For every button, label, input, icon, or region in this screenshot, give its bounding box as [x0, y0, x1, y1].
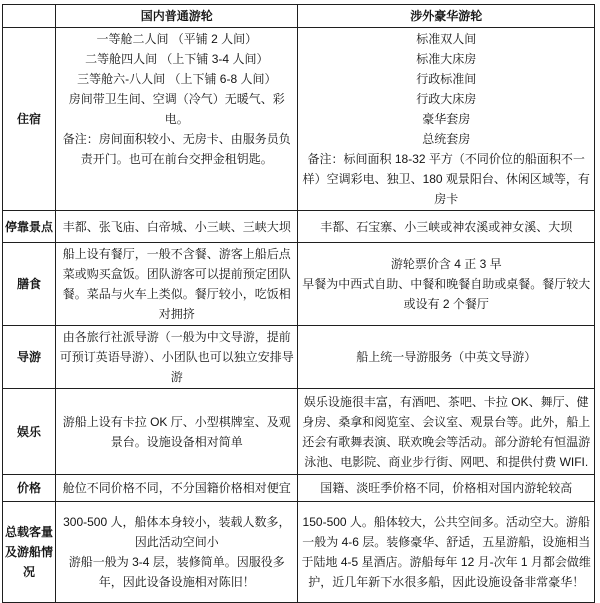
- domestic-cell-capacity: [56, 502, 298, 603]
- luxury-paragraph: 总统套房: [422, 132, 471, 146]
- table-row-guide: [3, 326, 595, 389]
- domestic-paragraph: 300-500 人，船体本身较小，装载人数多，因此活动空间小: [63, 515, 291, 549]
- row-header-guide: 导游: [3, 326, 56, 389]
- domestic-cell-accommodation: [56, 28, 298, 211]
- luxury-cell-stops: [298, 211, 595, 243]
- table-row-accommodation: [3, 28, 595, 211]
- luxury-paragraph: 游轮票价含 4 正 3 早: [390, 257, 502, 271]
- column-header-domestic: 国内普通游轮: [56, 5, 298, 28]
- luxury-cell-entertainment: [298, 389, 595, 475]
- luxury-cell-price: [298, 475, 595, 502]
- table-body: [3, 28, 595, 603]
- column-header-blank: [3, 5, 56, 28]
- luxury-paragraph: 豪华套房: [422, 112, 471, 126]
- domestic-paragraph: 游船上设有卡拉 OK 厅、小型棋牌室、及观景台。设施设备相对简单: [62, 414, 291, 449]
- luxury-paragraph: 娱乐设施很丰富，有酒吧、茶吧、卡拉 OK、舞厅、健身房、桑拿和阅览室、会议室、观景台等。此外，船上还会有歌舞表演、联欢晚会等活动。部分游轮有恒温游泳池、电影院、商业步行街、网吧、和提供付费 WIFI.: [302, 394, 591, 469]
- domestic-paragraph: 船上设有餐厅，一般不含餐、游客上船后点菜或购买盒饭。团队游客可以提前预定团队餐。菜品与火车上类似。餐厅较小，吃饭相对拥挤: [62, 247, 291, 321]
- header-row: [3, 5, 595, 28]
- domestic-cell-guide: [56, 326, 298, 389]
- domestic-cell-price: [56, 475, 298, 502]
- luxury-paragraph: 船上统一导游服务（中英文导游）: [356, 350, 537, 364]
- domestic-paragraph: 丰都、张飞庙、白帝城、小三峡、三峡大坝: [62, 219, 291, 234]
- luxury-paragraph: 早餐为中西式自助、中餐和晚餐自助或桌餐。餐厅较大或设有 2 个餐厅: [302, 277, 591, 311]
- cruise-comparison-table: [2, 4, 595, 603]
- domestic-paragraph: 二等舱四人间 （上下铺 3-4 人间）: [85, 52, 269, 66]
- table-row-price: [3, 475, 595, 502]
- table-row-capacity: [3, 502, 595, 603]
- domestic-paragraph: 房间带卫生间、空调（冷气）无暖气、彩电。: [68, 92, 285, 126]
- table-header-row: [3, 5, 595, 28]
- luxury-cell-accommodation: [298, 28, 595, 211]
- luxury-cell-guide: [298, 326, 595, 389]
- domestic-paragraph: 一等舱二人间 （平铺 2 人间）: [96, 32, 258, 46]
- row-header-entertainment: 娱乐: [3, 389, 56, 475]
- domestic-paragraph: 三等舱六-八人间 （上下铺 6-8 人间）: [77, 72, 277, 86]
- luxury-cell-capacity: [298, 502, 595, 603]
- domestic-paragraph: 由各旅行社派导游（一般为中文导游，提前可预订英语导游）、小团队也可以独立安排导游: [59, 330, 294, 384]
- luxury-paragraph: 标准双人间: [416, 32, 477, 46]
- luxury-paragraph: 备注：标间面积 18-32 平方（不同价位的船面积不一样）空调彩电、独卫、180 观景阳台、休闲区域等，有房卡: [302, 152, 590, 206]
- luxury-paragraph: 丰都、石宝寨、小三峡或神农溪或神女溪、大坝: [320, 219, 573, 234]
- table-row-entertainment: [3, 389, 595, 475]
- domestic-paragraph: 舱位不同价格不同，不分国籍价格相对便宜: [62, 481, 291, 495]
- row-header-capacity: 总载客量及游船情况: [3, 502, 56, 603]
- row-header-stops: 停靠景点: [3, 211, 56, 243]
- column-header-luxury: 涉外豪华游轮: [298, 5, 595, 28]
- row-header-meals: 膳食: [3, 243, 56, 326]
- domestic-cell-stops: [56, 211, 298, 243]
- luxury-paragraph: 行政大床房: [416, 92, 477, 106]
- domestic-cell-entertainment: [56, 389, 298, 475]
- domestic-paragraph: 备注：房间面积较小、无房卡、由服务员负责开门。也可在前台交押金租钥匙。: [62, 132, 291, 166]
- row-header-accommodation: 住宿: [3, 28, 56, 211]
- luxury-paragraph: 标准大床房: [416, 52, 477, 66]
- luxury-paragraph: 行政标准间: [416, 72, 477, 86]
- table-row-stops: [3, 211, 595, 243]
- luxury-paragraph: 150-500 人。船体较大，公共空间多。活动空大。游船一般为 4-6 层。装修豪华、舒适，五星游船，设施相当于陆地 4-5 星酒店。游船每年 12 月-次年 1 月都会做维护，近几年新下水很多船，因此设施设备非常豪华！: [301, 515, 591, 589]
- row-header-price: 价格: [3, 475, 56, 502]
- table-row-meals: [3, 243, 595, 326]
- luxury-paragraph: 国籍、淡旺季价格不同，价格相对国内游轮较高: [320, 481, 573, 495]
- luxury-cell-meals: [298, 243, 595, 326]
- domestic-cell-meals: [56, 243, 298, 326]
- domestic-paragraph: 游船一般为 3-4 层，装修简单。因服役多年，因此设备设施相对陈旧！: [68, 555, 285, 589]
